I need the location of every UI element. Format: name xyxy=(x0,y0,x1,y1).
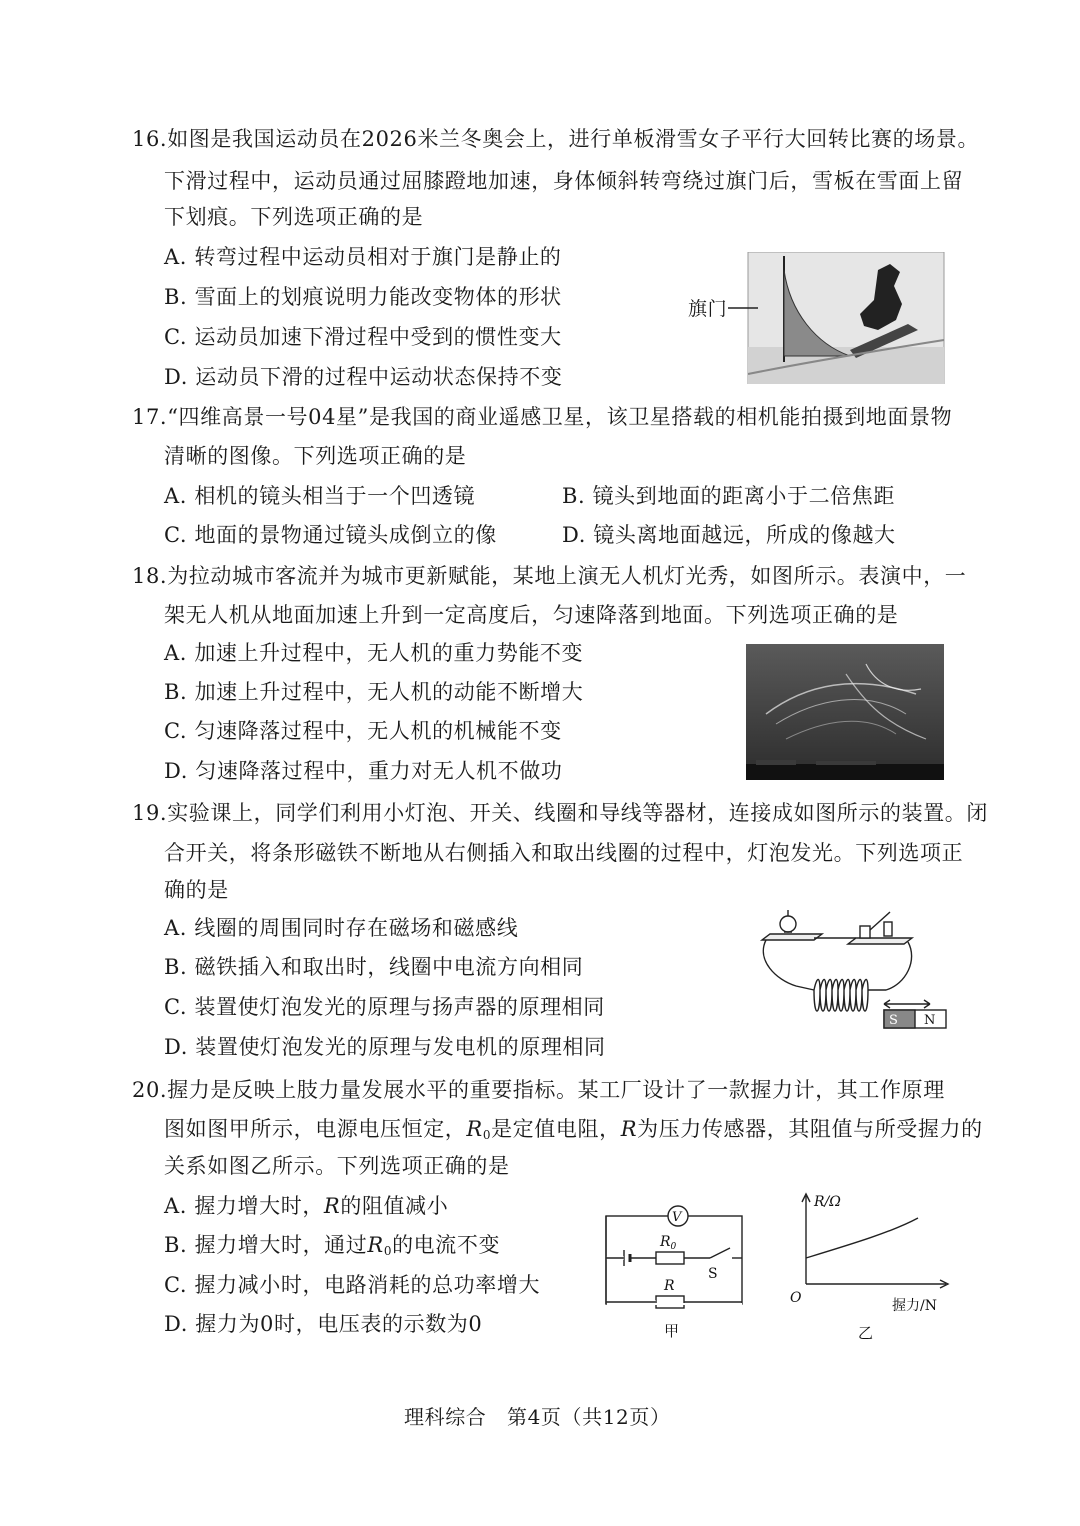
switch-label: S xyxy=(708,1266,718,1282)
q20-line-1 xyxy=(132,1075,945,1105)
q18-drone-show-photo xyxy=(746,644,944,780)
bulb-icon xyxy=(780,916,796,932)
switch-board xyxy=(848,938,912,944)
q16-figure-label: 旗门 xyxy=(688,298,728,320)
q17-line-2: 清晰的图像。下列选项正确的是 xyxy=(164,444,467,468)
q16-option-a: A. 转弯过程中运动员相对于旗门是静止的 xyxy=(164,245,562,269)
magnet-s-label: S xyxy=(889,1013,898,1028)
q19-option-a: A. 线圈的周围同时存在磁场和磁感线 xyxy=(164,916,519,940)
q17-line-1 xyxy=(132,402,952,432)
q20-number: 20. xyxy=(132,1078,168,1102)
q18-line-1 xyxy=(132,561,966,591)
q20-option-b: B. 握力增大时，通过$R_0$的电流不变 xyxy=(164,1233,501,1258)
r-label: R xyxy=(664,1278,675,1294)
q16-option-b: B. 雪面上的划痕说明力能改变物体的形状 xyxy=(164,285,562,309)
q17-option-d: D. 镜头离地面越远，所成的像越大 xyxy=(562,523,896,547)
q16-line-2: 下滑过程中，运动员通过屈膝蹬地加速，身体倾斜转弯绕过旗门后，雪板在雪面上留 xyxy=(164,169,964,193)
q18-number: 18. xyxy=(132,564,168,588)
switch-s-icon xyxy=(710,1248,730,1258)
q20-line-3: 关系如图乙所示。下列选项正确的是 xyxy=(164,1154,510,1178)
q19-line-3: 确的是 xyxy=(164,878,229,902)
origin-label: O xyxy=(790,1290,802,1306)
q16-snowboard-photo xyxy=(728,252,948,384)
graph-caption: 乙 xyxy=(858,1324,874,1342)
q19-line-1 xyxy=(132,798,988,828)
q16-stem-1: 如图是我国运动员在2026米兰冬奥会上，进行单板滑雪女子平行大回转比赛的场景。 xyxy=(167,127,980,151)
q19-stem-1: 实验课上，同学们利用小灯泡、开关、线圈和导线等器材，连接成如图所示的装置。闭 xyxy=(167,801,988,825)
q20-option-c: C. 握力减小时，电路消耗的总功率增大 xyxy=(164,1273,541,1297)
switch-icon xyxy=(860,926,870,938)
double-arrow-icon xyxy=(884,1000,930,1008)
q20-option-d: D. 握力为0时，电压表的示数为0 xyxy=(164,1312,483,1336)
q18-option-b: B. 加速上升过程中，无人机的动能不断增大 xyxy=(164,680,584,704)
q19-number: 19. xyxy=(132,801,168,825)
q17-option-b: B. 镜头到地面的距离小于二倍焦距 xyxy=(562,484,895,508)
q20-circuit-diagram xyxy=(598,1196,752,1342)
q16-number: 16. xyxy=(132,127,168,151)
circuit-caption: 甲 xyxy=(664,1322,680,1340)
r-resistor-icon xyxy=(656,1296,684,1308)
voltmeter-label: V xyxy=(672,1210,682,1225)
q20-line-2: 图如图甲所示，电源电压恒定，$R_0$是定值电阻，R为压力传感器，其阻值与所受握力的 xyxy=(164,1117,983,1142)
magnet-n-label: N xyxy=(924,1013,936,1028)
q19-option-c: C. 装置使灯泡发光的原理与扬声器的原理相同 xyxy=(164,995,605,1019)
q19-option-d: D. 装置使灯泡发光的原理与发电机的原理相同 xyxy=(164,1035,606,1059)
q18-line-2: 架无人机从地面加速上升到一定高度后，匀速降落到地面。下列选项正确的是 xyxy=(164,603,899,627)
y-axis-label: R/Ω xyxy=(814,1194,841,1210)
q18-option-d: D. 匀速降落过程中，重力对无人机不做功 xyxy=(164,759,563,783)
q17-number: 17. xyxy=(132,405,168,429)
q19-apparatus-figure xyxy=(756,900,952,1040)
q20-resistance-graph xyxy=(782,1188,952,1344)
q20-stem-1: 握力是反映上肢力量发展水平的重要指标。某工厂设计了一款握力计，其工作原理 xyxy=(167,1078,945,1102)
q20-option-a: A. 握力增大时，R的阻值减小 xyxy=(164,1194,449,1218)
q19-line-2: 合开关，将条形磁铁不断地从右侧插入和取出线圈的过程中，灯泡发光。下列选项正 xyxy=(164,841,964,865)
q16-line-1 xyxy=(132,124,979,154)
q17-stem-1: “四维高景一号04星”是我国的商业遥感卫星，该卫星搭载的相机能拍摄到地面景物 xyxy=(167,405,953,429)
q17-option-c: C. 地面的景物通过镜头成倒立的像 xyxy=(164,523,497,547)
q18-option-a: A. 加速上升过程中，无人机的重力势能不变 xyxy=(164,641,584,665)
r0-resistor-icon xyxy=(656,1252,684,1264)
r-symbol: R xyxy=(620,1117,638,1141)
r-force-line xyxy=(806,1218,918,1258)
page-footer: 理科综合 第4页（共12页） xyxy=(404,1405,671,1429)
coil-icon xyxy=(814,980,868,1012)
r0-label: $R_0$ xyxy=(660,1234,677,1252)
bulb-board xyxy=(762,934,822,940)
q16-option-d: D. 运动员下滑的过程中运动状态保持不变 xyxy=(164,365,563,389)
q19-option-b: B. 磁铁插入和取出时，线圈中电流方向相同 xyxy=(164,955,584,979)
q16-line-3: 下划痕。下列选项正确的是 xyxy=(164,205,424,229)
q18-option-c: C. 匀速降落过程中，无人机的机械能不变 xyxy=(164,719,562,743)
q18-stem-1: 为拉动城市客流并为城市更新赋能，某地上演无人机灯光秀，如图所示。表演中，一 xyxy=(167,564,967,588)
r0-symbol: R xyxy=(466,1117,483,1141)
q16-option-c: C. 运动员加速下滑过程中受到的惯性变大 xyxy=(164,325,562,349)
x-axis-label: 握力/N xyxy=(892,1298,937,1314)
q17-option-a: A. 相机的镜头相当于一个凹透镜 xyxy=(164,484,476,508)
